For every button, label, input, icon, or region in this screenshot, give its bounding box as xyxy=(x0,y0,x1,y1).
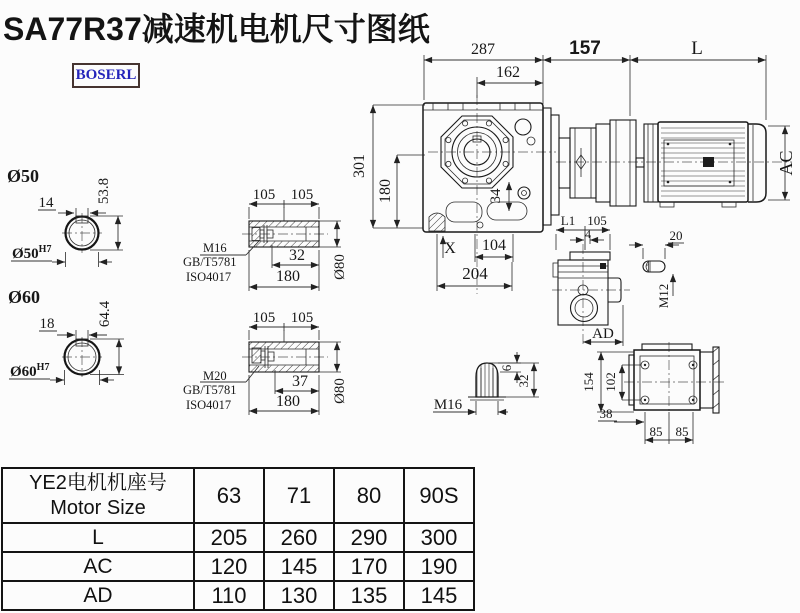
dim-180: 180 xyxy=(377,179,394,203)
bore-50-label: $Ø50^{H7}$ xyxy=(12,244,52,262)
dim-14: 14 xyxy=(38,195,54,211)
cell-AD-90S: 145 xyxy=(404,581,474,610)
brand-logo: BOSERL xyxy=(72,63,140,88)
dim-204: 204 xyxy=(462,264,488,283)
oil-plug-top xyxy=(515,119,531,135)
left-dimensions xyxy=(351,105,425,228)
dim-d80b: Ø80 xyxy=(332,378,348,404)
top-dimensions xyxy=(424,38,766,120)
shaft-60-title: Ø60 xyxy=(8,287,41,307)
foot-slot-right xyxy=(487,202,527,220)
dim-154: 154 xyxy=(581,372,596,392)
header-en: Motor Size xyxy=(50,496,146,519)
bolt-head xyxy=(252,348,261,363)
cell-AC-90S: 190 xyxy=(404,552,474,581)
cell-AC-80: 170 xyxy=(334,552,404,581)
key-detail xyxy=(629,228,684,308)
table-row-AC xyxy=(2,552,474,581)
dim-L: L xyxy=(691,38,703,59)
bolt-spec-top: M16 xyxy=(203,241,227,255)
cell-AC-71: 145 xyxy=(264,552,334,581)
row-label-L: L xyxy=(2,523,194,552)
dim-105-side: 105 xyxy=(587,213,607,228)
stator-frame xyxy=(664,140,734,186)
row-label-AD: AD xyxy=(2,581,194,610)
cell-AD-71: 130 xyxy=(264,581,334,610)
dim-64.4: 64.4 xyxy=(97,300,113,328)
dim-d80t: Ø80 xyxy=(332,254,348,280)
dim-105a-b: 105 xyxy=(252,310,276,326)
std2-top: ISO4017 xyxy=(186,270,232,284)
cell-L-90S: 300 xyxy=(404,523,474,552)
dim-4: 4 xyxy=(585,227,591,241)
shaft-50-title: Ø50 xyxy=(7,166,40,186)
terminal-block xyxy=(703,157,714,167)
foot-slot-left xyxy=(446,202,482,222)
motor-size-table xyxy=(1,467,475,611)
table-header-motor-size xyxy=(2,468,194,523)
dim-AC: AC xyxy=(776,150,796,176)
dim-287: 287 xyxy=(471,41,495,58)
cell-AD-63: 110 xyxy=(194,581,264,610)
shaft-50-detail xyxy=(7,166,123,267)
motor-assembly xyxy=(559,120,766,207)
cell-AD-80: 135 xyxy=(334,581,404,610)
dim-85b: 85 xyxy=(675,424,689,439)
dim-6: 6 xyxy=(499,364,514,372)
dim-18: 18 xyxy=(39,316,55,332)
dim-104: 104 xyxy=(482,237,506,254)
std1-top: GB/T5781 xyxy=(183,255,237,269)
ac-dimension xyxy=(768,126,796,200)
drain-plug xyxy=(429,213,445,231)
dim-85a: 85 xyxy=(649,424,663,439)
dim-180t: 180 xyxy=(276,268,300,285)
sleeve-bottom-detail xyxy=(183,310,348,415)
sleeve-top-detail xyxy=(183,187,348,291)
col-header-63: 63 xyxy=(194,468,264,523)
dim-180b: 180 xyxy=(276,393,300,410)
bolt-head xyxy=(252,228,260,241)
shaft-60-detail xyxy=(8,287,124,385)
dim-34: 34 xyxy=(488,188,504,204)
dim-102: 102 xyxy=(603,372,618,392)
dim-105b-b: 105 xyxy=(290,310,314,326)
dim-105a: 105 xyxy=(252,187,276,203)
header-cn: YE2电机机座号 xyxy=(29,471,167,494)
cell-AC-63: 120 xyxy=(194,552,264,581)
cell-L-63: 205 xyxy=(194,523,264,552)
thread-M12: M12 xyxy=(656,283,671,309)
dim-53.8: 53.8 xyxy=(96,177,112,205)
motor-flange xyxy=(644,124,658,202)
dim-20: 20 xyxy=(669,228,683,243)
dim-38: 38 xyxy=(599,406,613,421)
bolt-spec-bottom: M20 xyxy=(203,369,227,383)
dim-162: 162 xyxy=(496,64,520,81)
cell-L-80: 290 xyxy=(334,523,404,552)
plug-detail xyxy=(433,352,539,415)
dim-AD: AD xyxy=(592,326,614,342)
dim-105b: 105 xyxy=(290,187,314,203)
col-header-71: 71 xyxy=(264,468,334,523)
oil-plug-bottom xyxy=(518,187,530,199)
gearbox-side-view xyxy=(553,213,623,346)
fan-cover xyxy=(748,124,766,202)
std1-bottom: GB/T5781 xyxy=(183,383,237,397)
col-header-90S: 90S xyxy=(404,468,474,523)
std2-bottom: ISO4017 xyxy=(186,398,232,412)
dim-157: 157 xyxy=(569,38,601,59)
cell-L-71: 260 xyxy=(264,523,334,552)
dim-301: 301 xyxy=(351,154,368,178)
front-bottom-dimensions xyxy=(437,234,513,291)
dim-L1: L1 xyxy=(560,213,576,228)
table-row-L xyxy=(2,523,474,552)
thread-M16: M16 xyxy=(433,397,463,413)
dim-X: X xyxy=(444,240,456,257)
row-label-AC: AC xyxy=(2,552,194,581)
dim-32: 32 xyxy=(289,247,305,264)
gearbox-rear-view xyxy=(581,344,719,444)
key-mark xyxy=(600,263,606,269)
dim-37: 37 xyxy=(292,373,308,390)
page-title: SA77R37减速机电机尺寸图纸 xyxy=(3,11,430,47)
gearbox-front-view xyxy=(423,103,559,232)
center-lines xyxy=(62,95,792,412)
table-row-AD xyxy=(2,581,474,610)
bore-60-label: $Ø60^{H7}$ xyxy=(10,362,50,380)
col-header-80: 80 xyxy=(334,468,404,523)
dim-32-plug: 32 xyxy=(516,374,531,388)
